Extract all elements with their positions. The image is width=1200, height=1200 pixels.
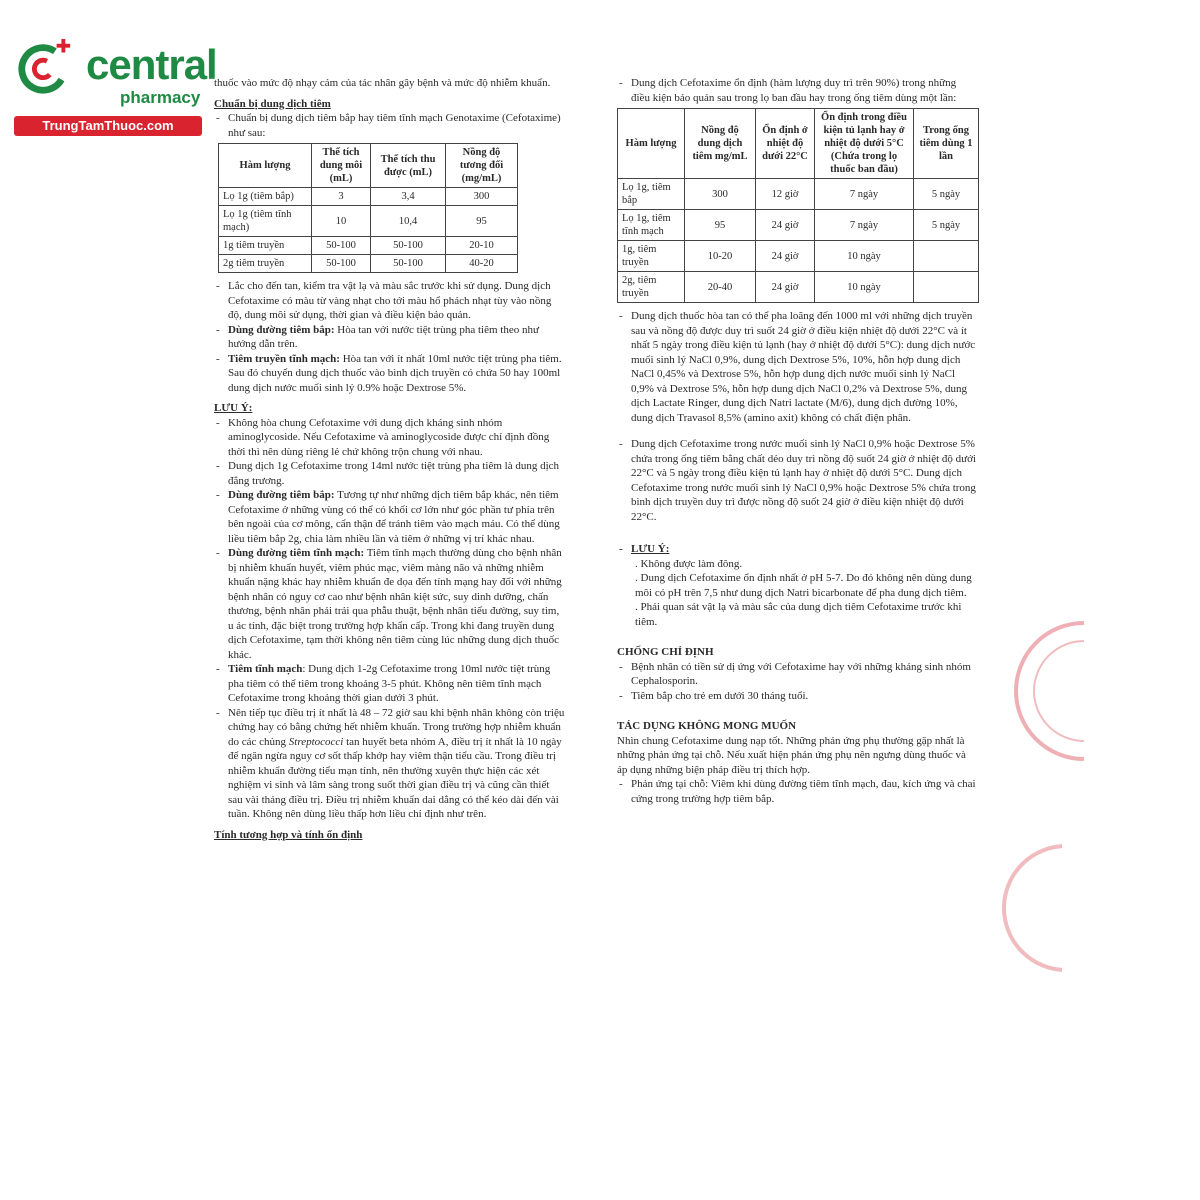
contraindication-heading: CHỐNG CHỈ ĐỊNH [617,646,714,658]
table-cell: 24 giờ [756,272,815,303]
table-cell: 10 [312,206,371,237]
table-header: Trong ống tiêm dùng 1 lần [914,109,979,179]
iv-detail-label: Dùng đường tiêm tĩnh mạch: [228,547,365,559]
brand-logo [8,32,218,136]
table-cell: 7 ngày [815,179,914,210]
intro-text: thuốc vào mức độ nhạy cảm của tác nhân gây bệnh và mức độ nhiễm khuẩn. [214,77,551,89]
brand-name: central [86,41,217,88]
duration-text-b: tan huyết beta nhóm A, điều trị ít nhất là 10 ngày để ngăn ngừa nguy cơ sốt thấp khớp hay viêm thận tiểu cầu. Trong điều trị nhiễm khuẩn đường tiểu mạn tính, nên thường xuyên thực hiện các xét nghiệm vi sinh và lâm sàng trong suốt thời gian điều trị và cũng cần thiết sau vài tháng điều trị. Điều trị nhiễm khuẩn dai dẳng có thể kéo dài đến vài tuần. Không nên dùng liều thấp hơn liều chỉ định như trên. [228,735,562,820]
contraindication-allergy: - Bệnh nhân có tiền sử dị ứng với Cefotaxime hay với những kháng sinh nhóm Cephalosporin. [617,660,977,689]
infusion-instruction [214,352,566,396]
stability-intro: - Dung dịch Cefotaxime ổn định (hàm lượng duy trì trên 90%) trong những điều kiện bảo quản sau trong lọ ban đầu hay trong ống tiêm dùng một lần: [617,76,977,105]
left-column [214,76,566,842]
table-cell: 1g, tiêm truyền [618,241,685,272]
table-cell: 10 ngày [815,241,914,272]
note-heading: LƯU Ý: [214,402,253,414]
note-ph: . Dung dịch Cefotaxime ổn định nhất ở pH 5-7. Do đó không nên dùng dung môi có pH trên 7,5 như dung dịch Natri bicarbonate để pha dung dịch tiêm. [635,572,972,599]
table-cell: 3 [312,188,371,206]
table-cell: 20-10 [446,237,518,255]
red-stamp-graphic [1004,586,1084,816]
table-cell: 20-40 [685,272,756,303]
table-header: Hàm lượng [618,109,685,179]
table-cell: 10 ngày [815,272,914,303]
table-cell: 50-100 [371,237,446,255]
table-cell: 10,4 [371,206,446,237]
reconstitution-table [218,143,518,273]
table-cell: 2g tiêm truyền [219,255,312,273]
infusion-label: Tiêm truyền tĩnh mạch: [228,352,340,365]
table-cell: 50-100 [371,255,446,273]
shake-instruction: - Lắc cho đến tan, kiểm tra vật lạ và màu sắc trước khi sử dụng. Dung dịch Cefotaxime có màu từ vàng nhạt cho tới màu hổ phách nhạt tùy vào nồng độ, dung môi sử dụng, thời gian và điều kiện bảo quản. [214,279,566,323]
table-cell: 5 ngày [914,179,979,210]
iv-push [214,662,566,706]
right-note-heading: - LƯU Ý: [617,542,977,557]
table-header: Thể tích dung môi (mL) [312,144,371,188]
infusion-text: Hòa tan với ít nhất 10ml nước tiệt trùng pha tiêm. Sau đó chuyển dung dịch thuốc vào bình dịch truyền có chứa 50 hay 100ml dung dịch nước muối sinh lý 0.9% hoặc Dextrose 5%. [228,352,562,394]
prep-heading: Chuẩn bị dung dịch tiêm [214,97,331,110]
table-cell: 50-100 [312,255,371,273]
contraindication-children: - Tiêm bắp cho trẻ em dưới 30 tháng tuổi. [617,689,977,704]
table-cell: 50-100 [312,237,371,255]
table-row [219,188,518,206]
table-cell: Lọ 1g (tiêm bắp) [219,188,312,206]
iv-push-text: : Dung dịch 1-2g Cefotaxime trong 10ml nước tiệt trùng pha tiêm có thể tiêm trong khoảng 3-5 phút. Không nên tiêm tĩnh mạch Cefotaxime trong khoảng thời gian dưới 3 phút. [228,663,551,704]
im-detail-label: Dùng đường tiêm bắp: [228,489,335,501]
table-cell: 7 ngày [815,210,914,241]
table-row [618,272,979,303]
table-header-row [219,144,518,188]
duration-text-a: Nên tiếp tục điều trị ít nhất là 48 – 72 giờ sau khi bệnh nhân không còn triệu chứng hay có bằng chứng hết nhiễm khuẩn. Trong trường hợp nhiễm khuẩn do các chủng [228,706,565,748]
note-aminoglycoside: - Không hòa chung Cefotaxime với dung dịch kháng sinh nhóm aminoglycoside. Nếu Cefotaxime và aminoglycoside được chỉ định đồng thời thì nên dùng riêng lẻ chứ không trộn chung với nhau. [214,416,566,460]
table-cell: 1g tiêm truyền [219,237,312,255]
table-cell: 300 [685,179,756,210]
table-row [219,237,518,255]
table-cell: 95 [446,206,518,237]
table-row [618,210,979,241]
table-cell [914,241,979,272]
table-cell: 24 giờ [756,210,815,241]
treatment-duration [214,706,566,822]
table-header: Ổn định ở nhiệt độ dưới 22°C [756,109,815,179]
stability-table [617,108,979,303]
dilution-text: - Dung dịch thuốc hòa tan có thể pha loãng đến 1000 ml với những dịch truyền sau và nồng độ được duy trì suốt 24 giờ ở điều kiện nhiệt độ dưới 22°C và ít nhất 5 ngày trong điều kiện tủ lạnh (hay ở nhiệt độ dưới 5°C): dung dịch nước muối sinh lý NaCl 0,9%, dung dịch Dextrose 5%, 10%, hỗn hợp dung dịch NaCl 0,45% và Dextrose 5%, hỗn hợp dung dịch nước muối sinh lý NaCl 0,9% và Dextrose 5%, hỗn hợp dung dịch NaCl 0,2% và Dextrose 5%, dung dịch Lactate Ringer, dung dịch Natri lactate (M/6), dung dịch đường 10%, dung dịch Travasol 8,5% (amino axit) không có chất điện phân. [617,309,977,425]
im-text: Hòa tan với nước tiệt trùng pha tiêm theo như hướng dẫn trên. [228,323,539,350]
red-stamp-graphic-lower [992,818,1062,1008]
table-header-row [618,109,979,179]
table-cell: 95 [685,210,756,241]
adverse-effects-intro: Nhìn chung Cefotaxime dung nạp tốt. Những phản ứng phụ thường gặp nhất là những phản ứng tại chỗ. Nếu xuất hiện phản ứng phụ nên ngưng dùng thuốc và áp dụng những biện pháp điều trị thích hợp. [617,734,966,776]
duration-italic: Streptococci [288,735,344,748]
table-cell: 5 ngày [914,210,979,241]
im-instruction [214,323,566,352]
im-detail-text: Tương tự như những dịch tiêm bắp khác, nên tiêm Cefotaxime ở những vùng có thể có khối cơ lớn như góc phần tư phía trên bên ngoài của cơ mông, cẩn thận để tránh tiêm vào mạch máu. Có thể dùng liều tiêm bắp 2g, chia làm nhiều lần và tiêm ở những vị trí khác nhau. [228,489,560,545]
table-cell: 300 [446,188,518,206]
table-cell: Lọ 1g (tiêm tĩnh mạch) [219,206,312,237]
table-header: Ổn định trong điều kiện tủ lạnh hay ở nhiệt độ dưới 5°C (Chứa trong lọ thuốc ban đầu) [815,109,914,179]
site-banner: TrungTamThuoc.com [14,116,202,136]
im-detail [214,488,566,546]
table-header: Hàm lượng [219,144,312,188]
table-cell: Lọ 1g, tiêm tĩnh mạch [618,210,685,241]
adverse-effect-local: - Phản ứng tại chỗ: Viêm khi dùng đường tiêm tĩnh mạch, đau, kích ứng và chai cứng trong trường hợp tiêm bắp. [617,777,977,806]
note-no-freeze: . Không được làm đông. [635,557,743,570]
table-cell: 12 giờ [756,179,815,210]
table-cell: 10-20 [685,241,756,272]
table-row [219,206,518,237]
table-row [618,179,979,210]
table-cell: 24 giờ [756,241,815,272]
table-cell [914,272,979,303]
iv-push-label: Tiêm tĩnh mạch [228,663,303,675]
table-cell: 3,4 [371,188,446,206]
table-cell: 2g, tiêm truyền [618,272,685,303]
im-label: Dùng đường tiêm bắp: [228,323,335,336]
saline-stability: - Dung dịch Cefotaxime trong nước muối sinh lý NaCl 0,9% hoặc Dextrose 5% chứa trong ống tiêm bằng chất dẻo duy trì nồng độ suốt 24 giờ ở nhiệt độ dưới 22°C và 5 ngày trong điều kiện tủ lạnh hay ở nhiệt độ dưới 5°C. Dung dịch Cefotaxime trong nước muối sinh lý NaCl 0,9% hoặc Dextrose 5% chứa trong bình dịch truyền duy trì được nồng độ suốt 24 giờ ở điều kiện nhiệt độ dưới 22°C. [617,437,977,524]
iv-detail [214,546,566,662]
table-header: Thể tích thu được (mL) [371,144,446,188]
table-cell: Lọ 1g, tiêm bắp [618,179,685,210]
iv-detail-text: Tiêm tĩnh mạch thường dùng cho bệnh nhân bị nhiễm khuẩn huyết, viêm phúc mạc, viêm màng não và những nhiễm khuẩn nặng khác hay nhiễm khuẩn đe dọa đến tính mạng hay đối với những bệnh nhân có nguy cơ cao như bệnh nhân kiệt sức, suy dinh dưỡng, chấn thương, bệnh nhân phải trải qua phẫu thuật, bệnh nhân tiểu đường, suy tim, u ác tính, đặc biệt trong trường hợp khẩn cấp. Trong khi đang truyền dung dịch Cefotaxime, tạm thời không nên tiêm cùng lúc những dung dịch thuốc khác. [228,547,562,661]
table-header: Nồng độ dung dịch tiêm mg/mL [685,109,756,179]
table-row [219,255,518,273]
prep-intro: - Chuẩn bị dung dịch tiêm bắp hay tiêm tĩnh mạch Genotaxime (Cefotaxime) như sau: [214,111,566,140]
table-cell: 40-20 [446,255,518,273]
central-pharmacy-logo-icon [16,38,74,96]
right-column [617,76,977,806]
table-header: Nồng độ tương đối (mg/mL) [446,144,518,188]
table-row [618,241,979,272]
note-isotonic: - Dung dịch 1g Cefotaxime trong 14ml nước tiệt trùng pha tiêm là dung dịch đẳng trương. [214,459,566,488]
compat-heading: Tính tương hợp và tính ổn định [214,828,363,841]
adverse-effects-heading: TÁC DỤNG KHÔNG MONG MUỐN [617,720,797,732]
brand-subtitle: pharmacy [120,88,201,107]
note-inspect: . Phải quan sát vật lạ và màu sắc của dung dịch tiêm Cefotaxime trước khi tiêm. [635,601,962,628]
